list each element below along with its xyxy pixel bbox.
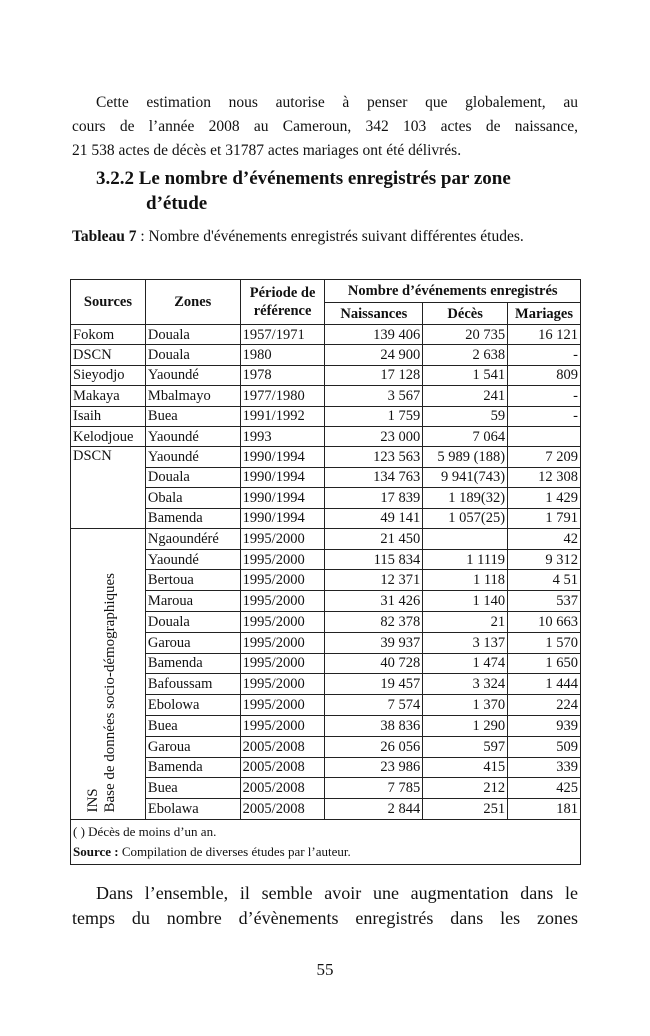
table-row [71,778,581,799]
header-periode-line1: Période de [249,285,316,301]
cell-naissances: 3 567 [325,386,423,406]
table-row [71,570,581,591]
table-row [71,365,581,385]
cell-zone: Bafoussam [145,674,240,695]
table-row [71,406,581,426]
header-group: Nombre d’événements enregistrés [325,280,581,303]
cell-source: DSCN [71,345,146,365]
cell-deces: 1 370 [423,695,508,716]
cell-deces: 59 [423,406,508,426]
cell-source: Sieyodjo [71,365,146,385]
cell-zone: Douala [145,467,240,487]
cell-naissances: 123 563 [325,447,423,467]
cell-periode: 2005/2008 [240,799,325,820]
table-row [71,674,581,695]
cell-periode: 1995/2000 [240,715,325,736]
cell-mariages: 509 [508,736,581,757]
header-naissances: Naissances [325,303,423,325]
cell-naissances: 1 759 [325,406,423,426]
cell-deces [423,528,508,549]
cell-periode: 1995/2000 [240,632,325,653]
cell-zone: Obala [145,488,240,508]
cell-source: Makaya [71,386,146,406]
cell-periode: 2005/2008 [240,736,325,757]
cell-periode: 1995/2000 [240,695,325,716]
cell-source-dscn: DSCN [71,447,146,529]
cell-zone: Mbalmayo [145,386,240,406]
cell-mariages: - [508,406,581,426]
cell-mariages: 339 [508,757,581,778]
cell-deces: 1 189(32) [423,488,508,508]
section-heading-line1: 3.2.2 Le nombre d’événements enregistrés par zone [96,168,511,189]
cell-mariages: 42 [508,528,581,549]
cell-periode: 1990/1994 [240,488,325,508]
page-number: 55 [316,960,334,979]
cell-deces: 5 989 (188) [423,447,508,467]
cell-mariages: 181 [508,799,581,820]
cell-naissances: 31 426 [325,591,423,612]
cell-deces: 1 118 [423,570,508,591]
table-row [71,467,581,487]
cell-zone: Bertoua [145,570,240,591]
table-source-text: Compilation de diverses études par l’auteur. [118,843,351,859]
cell-naissances: 17 839 [325,488,423,508]
cell-zone: Bamenda [145,757,240,778]
cell-periode: 1995/2000 [240,570,325,591]
cell-mariages: 9 312 [508,549,581,570]
cell-naissances: 17 128 [325,365,423,385]
cell-naissances: 40 728 [325,653,423,674]
cell-zone: Bamenda [145,653,240,674]
cell-deces: 7 064 [423,426,508,446]
cell-mariages [508,426,581,446]
header-sources: Sources [71,280,146,325]
cell-mariages: 1 444 [508,674,581,695]
cell-zone: Yaoundé [145,447,240,467]
cell-periode: 1990/1994 [240,447,325,467]
cell-periode: 2005/2008 [240,757,325,778]
cell-deces: 21 [423,612,508,633]
table-caption-text: : Nombre d'événements enregistrés suivant différentes études. [136,228,524,245]
table-row [71,591,581,612]
cell-periode: 1990/1994 [240,467,325,487]
intro-line: cours de l’année 2008 au Cameroun, 342 103 actes de naissance, [72,118,578,135]
cell-naissances: 49 141 [325,508,423,528]
cell-mariages: 7 209 [508,447,581,467]
cell-periode: 1957/1971 [240,325,325,345]
cell-deces: 3 324 [423,674,508,695]
cell-deces: 1 1119 [423,549,508,570]
ins-source-line1: INS [85,788,101,813]
table-footer-row [71,819,581,864]
cell-source-ins [71,528,146,819]
cell-naissances: 2 844 [325,799,423,820]
cell-deces: 241 [423,386,508,406]
cell-zone: Douala [145,325,240,345]
cell-zone: Bamenda [145,508,240,528]
intro-line: Cette estimation nous autorise à penser que globalement, au [96,94,578,111]
cell-deces: 251 [423,799,508,820]
cell-zone: Garoua [145,632,240,653]
cell-naissances: 139 406 [325,325,423,345]
cell-mariages: 12 308 [508,467,581,487]
cell-zone: Yaoundé [145,549,240,570]
cell-periode: 1995/2000 [240,612,325,633]
cell-mariages: - [508,386,581,406]
cell-zone: Garoua [145,736,240,757]
cell-source: Fokom [71,325,146,345]
cell-naissances: 26 056 [325,736,423,757]
table-body [71,325,581,865]
table-source-label: Source : [73,843,119,859]
header-deces: Décès [423,303,508,325]
table-row [71,325,581,345]
cell-deces: 415 [423,757,508,778]
cell-source: Isaih [71,406,146,426]
cell-zone: Maroua [145,591,240,612]
cell-mariages: 1 791 [508,508,581,528]
cell-naissances: 21 450 [325,528,423,549]
outro-line: temps du nombre d’évènements enregistrés dans les zones [72,908,578,928]
cell-zone: Ebolowa [145,695,240,716]
table-row [71,528,581,549]
cell-deces: 20 735 [423,325,508,345]
cell-source: Kelodjoue [71,426,146,446]
table-row [71,345,581,365]
cell-naissances: 23 000 [325,426,423,446]
cell-deces: 1 290 [423,715,508,736]
cell-mariages: 1 650 [508,653,581,674]
table-footer [71,819,581,864]
cell-mariages: 4 51 [508,570,581,591]
cell-zone: Buea [145,778,240,799]
cell-deces: 1 541 [423,365,508,385]
table-row [71,632,581,653]
table-row [71,386,581,406]
cell-mariages: 425 [508,778,581,799]
cell-deces: 3 137 [423,632,508,653]
ins-source-line2: Base de données socio-démographiques [102,573,118,813]
table-row [71,612,581,633]
cell-periode: 1993 [240,426,325,446]
cell-zone: Yaoundé [145,365,240,385]
intro-paragraph [72,91,578,163]
cell-periode: 1995/2000 [240,528,325,549]
cell-naissances: 82 378 [325,612,423,633]
table-row [71,488,581,508]
table-row [71,757,581,778]
cell-deces: 212 [423,778,508,799]
cell-zone: Yaoundé [145,426,240,446]
cell-zone: Buea [145,715,240,736]
table-caption [72,225,578,248]
cell-periode: 1980 [240,345,325,365]
table-row [71,799,581,820]
cell-periode: 1978 [240,365,325,385]
table-row [71,549,581,570]
table-row [71,508,581,528]
table-row [71,447,581,467]
cell-naissances: 23 986 [325,757,423,778]
cell-deces: 1 057(25) [423,508,508,528]
table-row [71,426,581,446]
section-heading-line2: d’étude [146,193,208,214]
table-caption-label: Tableau 7 [72,228,137,245]
cell-periode: 1995/2000 [240,549,325,570]
cell-naissances: 12 371 [325,570,423,591]
outro-paragraph [72,881,578,931]
cell-deces: 2 638 [423,345,508,365]
table-row [71,715,581,736]
header-periode [240,280,325,325]
cell-zone: Douala [145,345,240,365]
cell-periode: 1991/1992 [240,406,325,426]
cell-naissances: 7 785 [325,778,423,799]
cell-naissances: 38 836 [325,715,423,736]
cell-mariages: 224 [508,695,581,716]
cell-mariages: 16 121 [508,325,581,345]
cell-zone: Douala [145,612,240,633]
table-row [71,653,581,674]
cell-mariages: 537 [508,591,581,612]
header-mariages: Mariages [508,303,581,325]
cell-deces: 1 140 [423,591,508,612]
cell-periode: 1977/1980 [240,386,325,406]
cell-zone: Buea [145,406,240,426]
cell-mariages: - [508,345,581,365]
intro-line: 21 538 actes de décès et 31787 actes mariages ont été délivrés. [72,142,462,159]
table-row [71,736,581,757]
events-table [70,279,581,865]
cell-periode: 1995/2000 [240,591,325,612]
section-heading [96,166,566,216]
cell-naissances: 39 937 [325,632,423,653]
cell-naissances: 7 574 [325,695,423,716]
cell-deces: 1 474 [423,653,508,674]
header-zones: Zones [145,280,240,325]
cell-periode: 1990/1994 [240,508,325,528]
cell-mariages: 1 570 [508,632,581,653]
cell-mariages: 809 [508,365,581,385]
cell-mariages: 10 663 [508,612,581,633]
cell-mariages: 1 429 [508,488,581,508]
cell-deces: 9 941(743) [423,467,508,487]
cell-periode: 1995/2000 [240,674,325,695]
cell-periode: 1995/2000 [240,653,325,674]
cell-naissances: 115 834 [325,549,423,570]
table-footnote: ( ) Décès de moins d’un an. [73,823,217,839]
cell-naissances: 134 763 [325,467,423,487]
cell-periode: 2005/2008 [240,778,325,799]
cell-naissances: 19 457 [325,674,423,695]
cell-zone: Ebolawa [145,799,240,820]
table-row [71,695,581,716]
header-periode-line2: référence [253,303,312,319]
cell-zone: Ngaoundéré [145,528,240,549]
cell-naissances: 24 900 [325,345,423,365]
outro-line: Dans l’ensemble, il semble avoir une augmentation dans le [96,883,578,903]
cell-mariages: 939 [508,715,581,736]
cell-deces: 597 [423,736,508,757]
